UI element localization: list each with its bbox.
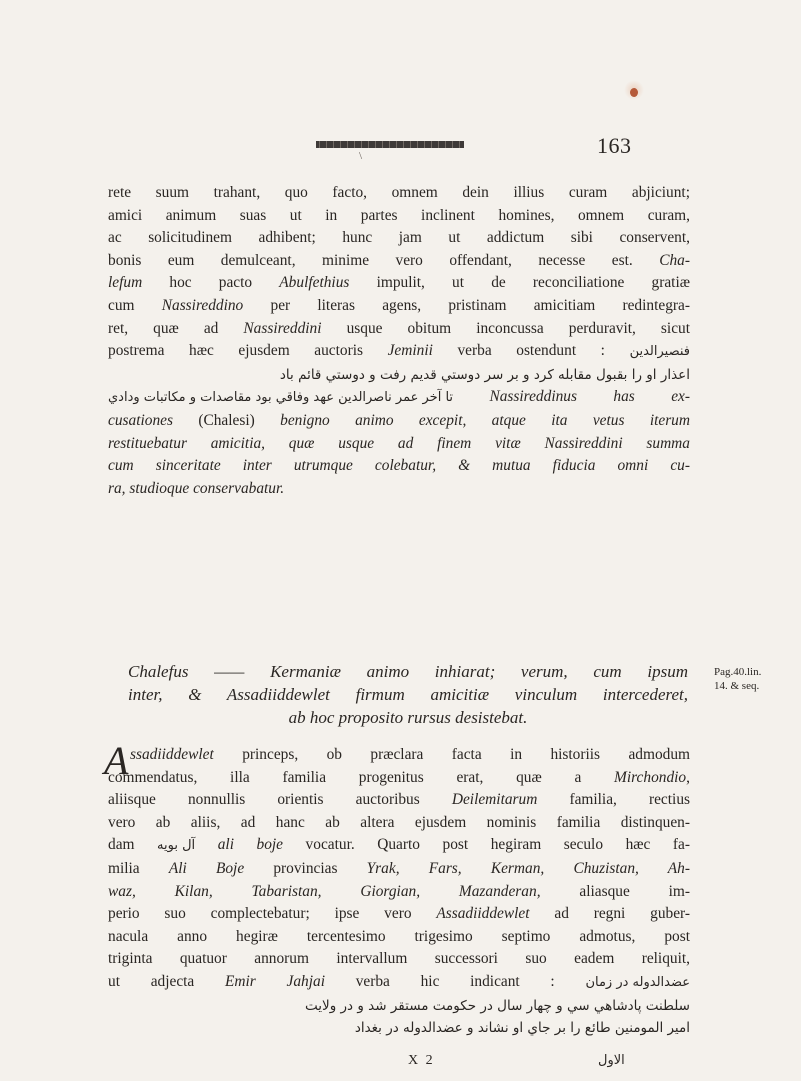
arabic-text: فنصيرالدين [629, 344, 690, 360]
ornament-tick: \ [359, 150, 363, 162]
text-line: nacula anno hegiræ tercentesimo trigesimo septimo admotus, post [108, 927, 690, 945]
red-ink-dot [630, 88, 638, 97]
text-line: waz, Kilan, Tabaristan, Giorgian, Mazanderan, aliasque im- [108, 882, 691, 900]
text-line: dam آل بويه ali boje vocatur. Quarto post hegiram seculo hæc fa- [108, 834, 690, 858]
paragraph-2 [108, 744, 690, 1040]
signature-mark: X 2 [408, 1053, 435, 1068]
margin-reference: Pag.40.lin. 14. & seq. [714, 666, 762, 692]
arabic-line: اعذار او را بقبول مقابله كرد و بر سر دوستي قديم رفت و دوستي قائم باد [279, 366, 690, 383]
paragraph-1 [108, 182, 690, 500]
section-heading [128, 660, 688, 729]
arabic-text: تا آخر عمر ناصرالدين عهد وفاقي بود مقاصدات و مكاتبات ودادي [108, 390, 454, 406]
catchword: الاول [598, 1053, 625, 1068]
heading-line: ab hoc proposito rursus desistebat. [288, 708, 528, 727]
page-number: 163 [597, 133, 632, 158]
text-line: restituebatur amicitia, quæ usque ad finem vitæ Nassireddini summa [108, 434, 690, 452]
text-line: perio suo complectebatur; ipse vero Assadiiddewlet ad regni guber- [108, 905, 690, 923]
text-line: milia Ali Boje provincias Yrak, Fars, Kerman, Chuzistan, Ah- [108, 859, 690, 877]
text-line: ra, studioque conservabatur. [108, 479, 285, 497]
text-line: commendatus, illa familia progenitus erat, quæ a Mirchondio, [108, 768, 690, 786]
text-line: ssadiiddewlet princeps, ob præclara facta in historiis admodum [130, 746, 690, 763]
text-line: aliisque nonnullis orientis auctoribus Deilemitarum familia, rectius [108, 791, 690, 809]
heading-line: Chalefus —— Kermaniæ animo inhiarat; verum, cum ipsum [128, 662, 688, 681]
text-line: تا آخر عمر ناصرالدين عهد وفاقي بود مقاصدات و مكاتبات ودادي Nassireddinus has ex- [108, 386, 690, 410]
arabic-text: آل بويه [157, 838, 196, 854]
drop-cap: A [104, 738, 129, 783]
arabic-text: عضدالدوله در زمان [585, 974, 690, 990]
header-ornament [316, 141, 464, 148]
text-line: vero ab aliis, ad hanc ab altera ejusdem nominis familia distinquen- [108, 813, 690, 831]
text-line: ret, quæ ad Nassireddini usque obitum inconcussa perduravit, sicut [108, 319, 690, 337]
text-line: triginta quatuor annorum intervallum successori suo eadem reliquit, [108, 950, 690, 968]
text-line: bonis eum demulceant, minime vero offendant, necesse est. Cha- [108, 251, 690, 269]
text-line: cum Nassireddino per literas agens, pristinam amicitiam redintegra- [108, 296, 690, 314]
text-line: cusationes (Chalesi) benigno animo excepit, atque ita vetus iterum [108, 411, 690, 429]
text-line: ac solicitudinem adhibent; hunc jam ut addictum sibi conservent, [108, 229, 690, 247]
arabic-line: سلطنت پادشاهي سي و چهار سال در حكومت مستقر شد و در ولايت [305, 997, 690, 1014]
text-line: rete suum trahant, quo facto, omnem dein illius curam abjiciunt; [108, 184, 690, 201]
text-line: amici animum suas ut in partes inclinent homines, omnem curam, [108, 206, 690, 224]
text-line: cum sinceritate inter utrumque colebatur, & mutua fiducia omni cu- [108, 457, 690, 475]
text-line: ut adjecta Emir Jahjai verba hic indicant : عضدالدوله در زمان [108, 971, 690, 995]
arabic-line: امير المومنين طائع را بر جاي او نشاند و عضدالدوله در بغداد [354, 1020, 690, 1037]
text-line: postrema hæc ejusdem auctoris Jeminii verba ostendunt : فنصيرالدين [108, 340, 690, 364]
text-line: lefum hoc pacto Abulfethius impulit, ut de reconciliatione gratiæ [108, 274, 690, 292]
heading-line: inter, & Assadiiddewlet firmum amicitiæ vinculum intercederet, [128, 685, 688, 704]
